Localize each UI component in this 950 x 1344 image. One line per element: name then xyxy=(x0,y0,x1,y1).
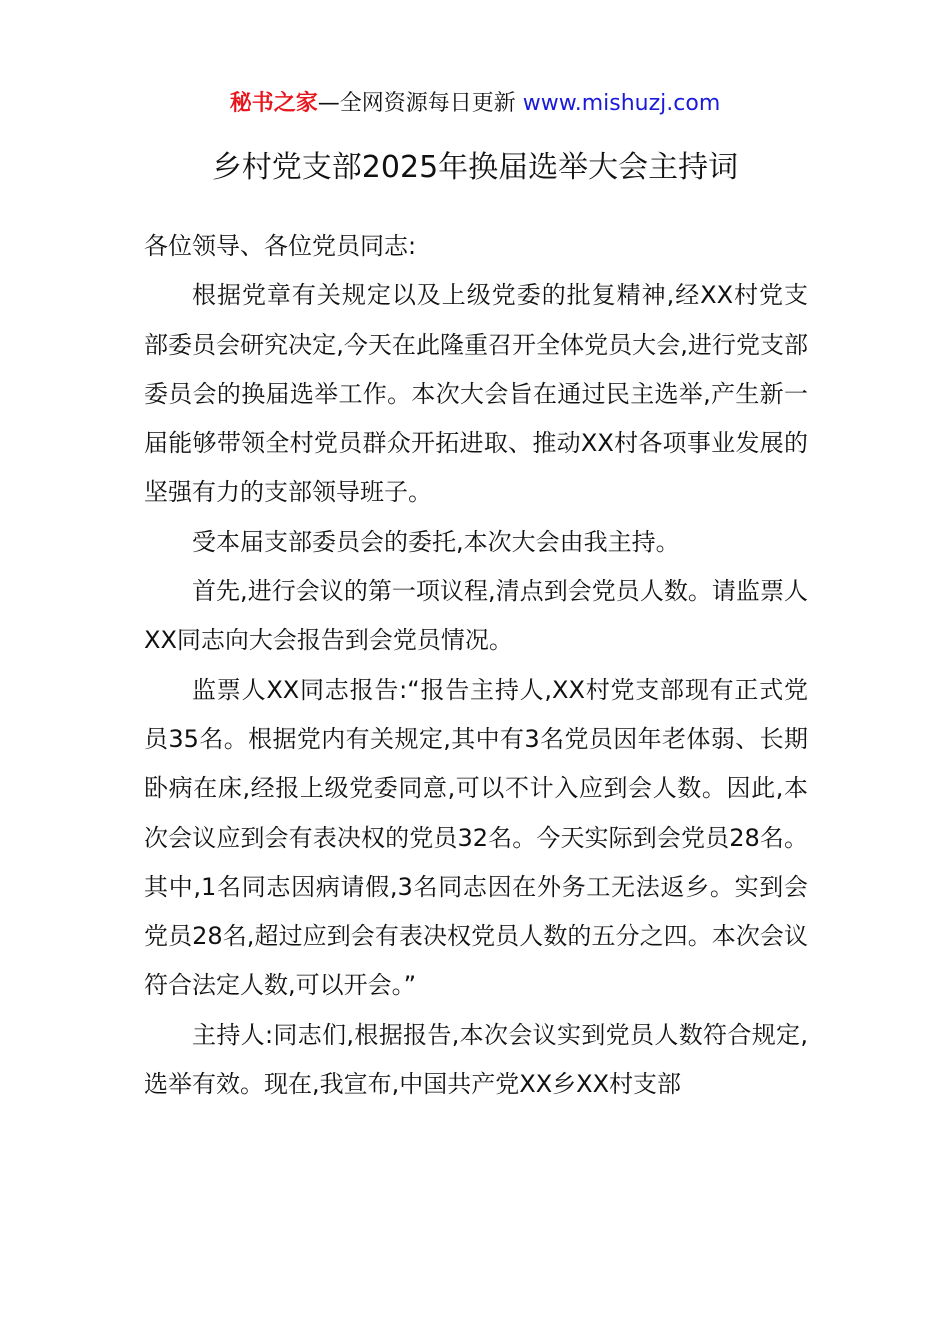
site-tagline: —全网资源每日更新 xyxy=(317,91,523,116)
document-title: 乡村党支部2025年换届选举大会主持词 xyxy=(211,150,739,185)
site-url-link[interactable]: www.mishuzj.com xyxy=(522,91,721,116)
paragraph-5: 主持人:同志们,根据报告,本次会议实到党员人数符合规定,选举有效。现在,我宣布,中国共产党XX乡XX村支部 xyxy=(144,1020,808,1099)
document-body xyxy=(144,222,808,1109)
site-name: 秘书之家 xyxy=(229,91,318,116)
paragraph-4: 监票人XX同志报告:“报告主持人,XX村党支部现有正式党员35名。根据党内有关规定,其中有3名党员因年老体弱、长期卧病在床,经报上级党委同意,可以不计入应到会人数。因此,本次会议应到会有表决权的党员32名。今天实际到会党员28名。其中,1名同志因病请假,3名同志因在外务工无法返乡。实到会党员28名,超过应到会有表决权党员人数的五分之四。本次会议符合法定人数,可以开会。” xyxy=(144,675,808,1000)
site-banner xyxy=(0,88,950,120)
salutation: 各位领导、各位党员同志: xyxy=(144,232,417,260)
paragraph-1: 根据党章有关规定以及上级党委的批复精神,经XX村党支部委员会研究决定,今天在此隆重召开全体党员大会,进行党支部委员会的换届选举工作。本次大会旨在通过民主选举,产生新一届能够带领全村党员群众开拓进取、推动XX村各项事业发展的坚强有力的支部领导班子。 xyxy=(144,281,808,507)
paragraph-3: 首先,进行会议的第一项议程,清点到会党员人数。请监票人XX同志向大会报告到会党员情况。 xyxy=(144,577,808,655)
paragraph-2: 受本届支部委员会的委托,本次大会由我主持。 xyxy=(192,527,680,556)
